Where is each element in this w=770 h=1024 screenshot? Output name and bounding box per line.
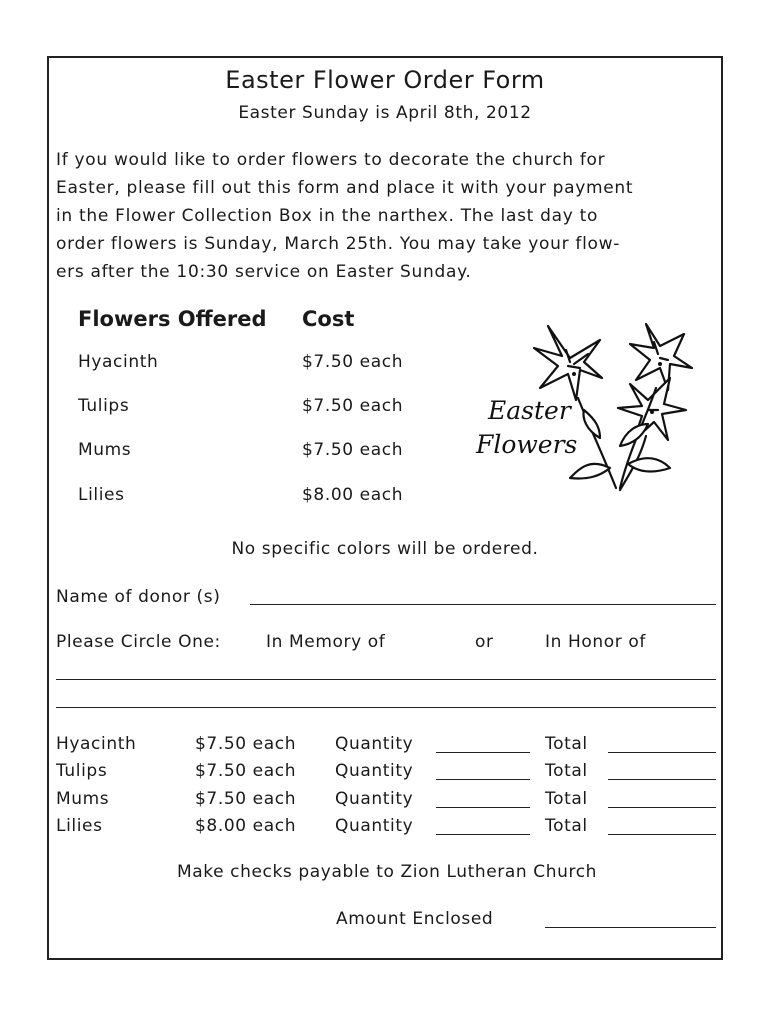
offered-cost: $8.00 each [302,485,404,505]
honoree-line-1[interactable] [56,679,716,680]
quantity-label: Quantity [335,761,414,781]
quantity-label: Quantity [335,816,414,836]
offered-cost: $7.50 each [302,440,404,460]
order-flower-name: Hyacinth [56,734,137,754]
form-subtitle: Easter Sunday is April 8th, 2012 [238,103,532,123]
honoree-line-2[interactable] [56,707,716,708]
quantity-field[interactable] [436,752,530,753]
donor-label: Name of donor (s) [56,587,221,607]
donor-name-field[interactable] [250,604,716,605]
total-field[interactable] [608,807,716,808]
checks-payable-note: Make checks payable to Zion Lutheran Church [176,862,598,882]
in-honor-option[interactable]: In Honor of [545,632,646,652]
quantity-label: Quantity [335,734,414,754]
order-flower-name: Tulips [56,761,108,781]
easter-lily-illustration [470,318,700,498]
graphic-word-easter: Easter [488,396,571,425]
offered-name: Lilies [78,485,125,505]
graphic-word-flowers: Flowers [476,430,578,459]
intro-paragraph [56,146,724,286]
order-price: $7.50 each [195,734,297,754]
order-price: $7.50 each [195,761,297,781]
intro-line: Easter, please fill out this form and place it with your payment [56,178,634,198]
amount-enclosed-label: Amount Enclosed [336,909,494,929]
offered-name: Hyacinth [78,352,159,372]
offered-cost: $7.50 each [302,396,404,416]
intro-line: ers after the 10:30 service on Easter Sunday. [56,262,472,282]
circle-one-label: Please Circle One: [56,632,221,652]
total-label: Total [545,789,588,809]
intro-line: order flowers is Sunday, March 25th. You may take your flow- [56,234,621,254]
offered-name: Tulips [78,396,130,416]
total-label: Total [545,734,588,754]
flowers-offered-header: Flowers Offered [78,307,267,331]
order-flower-name: Lilies [56,816,103,836]
form-title: Easter Flower Order Form [225,66,545,94]
order-flower-name: Mums [56,789,110,809]
offered-cost: $7.50 each [302,352,404,372]
intro-line: in the Flower Collection Box in the narthex. The last day to [56,206,599,226]
total-field[interactable] [608,752,716,753]
in-memory-option[interactable]: In Memory of [266,632,386,652]
total-field[interactable] [608,834,716,835]
offered-name: Mums [78,440,132,460]
total-label: Total [545,761,588,781]
cost-header: Cost [302,307,355,331]
quantity-field[interactable] [436,779,530,780]
or-text: or [475,632,494,652]
order-price: $8.00 each [195,816,297,836]
amount-enclosed-field[interactable] [545,927,716,928]
total-field[interactable] [608,779,716,780]
total-label: Total [545,816,588,836]
quantity-field[interactable] [436,807,530,808]
intro-line: If you would like to order flowers to decorate the church for [56,150,606,170]
colors-note: No specific colors will be ordered. [231,539,539,559]
order-price: $7.50 each [195,789,297,809]
quantity-field[interactable] [436,834,530,835]
quantity-label: Quantity [335,789,414,809]
